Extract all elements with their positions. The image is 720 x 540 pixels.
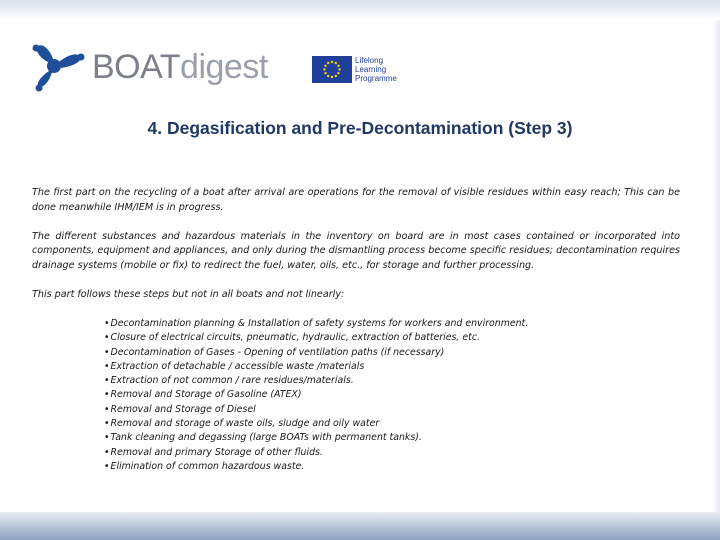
list-item: •Closure of electrical circuits, pneumatic, hydraulic, extraction of batteries, etc. (104, 332, 480, 344)
list-item: •Elimination of common hazardous waste. (104, 460, 305, 472)
eu-line-3: Programme (355, 74, 397, 83)
list-item: •Removal and storage of waste oils, sludge and oily water (104, 418, 380, 430)
brand-digest: digest (180, 48, 268, 86)
page-title: 4. Degasification and Pre-Decontamination (Step 3) (147, 118, 573, 138)
list-item: •Removal and primary Storage of other fluids. (104, 446, 323, 458)
paragraph-steps-intro: This part follows these steps but not in all boats and not linearly: (32, 288, 345, 300)
list-item: •Tank cleaning and degassing (large BOATs with permanent tanks). (104, 432, 422, 444)
propeller-logo-icon (30, 40, 86, 94)
eu-line-2: Learning (355, 65, 387, 74)
list-item: •Decontamination planning & Installation of safety systems for workers and environment. (104, 318, 529, 329)
right-edge-shade (712, 20, 720, 512)
list-item: •Extraction of not common / rare residues/materials. (104, 375, 354, 387)
eu-line-1: Lifelong (355, 56, 384, 65)
list-item: •Decontamination of Gases - Opening of ventilation paths (if necessary) (104, 346, 445, 358)
eu-flag-icon (312, 56, 352, 83)
paragraph-substances: The different substances and hazardous materials in the inventory on board are in most cases contained or incorporated into components, equipment and appliances, and only during the dismantling process become specific residues; decontamination requires drainage systems (mobile or fix) to redirect the fuel, water, oils, etc., for storage and further processing. (32, 230, 680, 271)
brand-boat: BOAT (92, 48, 181, 86)
header-logos (30, 40, 430, 100)
list-item: •Removal and Storage of Gasoline (ATEX) (104, 389, 302, 401)
steps-list (104, 317, 664, 474)
top-band (0, 0, 720, 20)
list-item: •Removal and Storage of Diesel (104, 403, 256, 415)
bottom-band (0, 512, 720, 540)
brand-wordmark (92, 50, 268, 84)
body-text (32, 186, 680, 317)
list-item: •Extraction of detachable / accessible waste /materials (104, 360, 365, 372)
paragraph-intro: The first part on the recycling of a boat after arrival are operations for the removal of visible residues within easy reach; This can be done meanwhile IHM/IEM is in progress. (32, 187, 680, 213)
eu-programme-text (355, 56, 397, 83)
boatdigest-logo (30, 40, 268, 94)
lifelong-learning-logo (312, 56, 397, 83)
